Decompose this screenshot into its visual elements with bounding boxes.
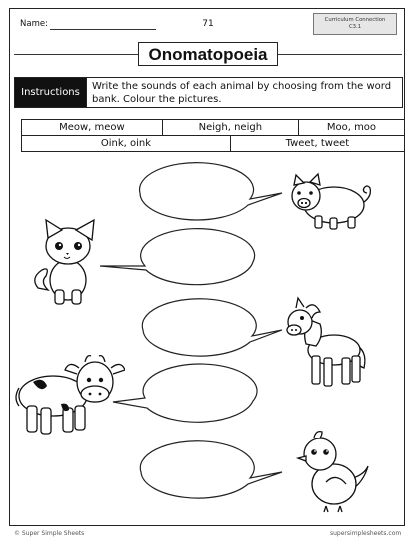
cow-icon	[13, 352, 125, 440]
speech-bubble-bird[interactable]	[140, 441, 282, 498]
word-bank-item: Moo, moo	[298, 120, 404, 136]
worksheet-title: Onomatopoeia	[138, 42, 278, 66]
bird-icon	[296, 428, 370, 514]
instructions-label: Instructions	[15, 78, 86, 107]
pig-icon	[282, 172, 382, 232]
word-bank-item: Meow, meow	[22, 120, 163, 136]
cat-icon	[28, 218, 106, 308]
curriculum-connection-label: Curriculum Connection	[324, 17, 386, 23]
name-label: Name:	[20, 19, 48, 29]
copyright-text: © Super Simple Sheets	[14, 530, 85, 537]
instructions-text: Write the sounds of each animal by choosing from the word bank. Colour the pictures.	[86, 78, 402, 107]
speech-bubble-cat[interactable]	[100, 229, 255, 285]
horse-icon	[286, 296, 376, 392]
website-text: supersimplesheets.com	[330, 530, 402, 537]
word-bank-item: Oink, oink	[22, 136, 231, 152]
word-bank-item: Tweet, tweet	[230, 136, 404, 152]
speech-bubble-horse[interactable]	[142, 299, 282, 356]
speech-bubble-pig[interactable]	[140, 163, 282, 220]
speech-bubble-cow[interactable]	[113, 364, 257, 422]
page-number: 71	[202, 19, 214, 29]
curriculum-connection-code: C3.1	[348, 24, 362, 30]
word-bank-item: Neigh, neigh	[162, 120, 298, 136]
